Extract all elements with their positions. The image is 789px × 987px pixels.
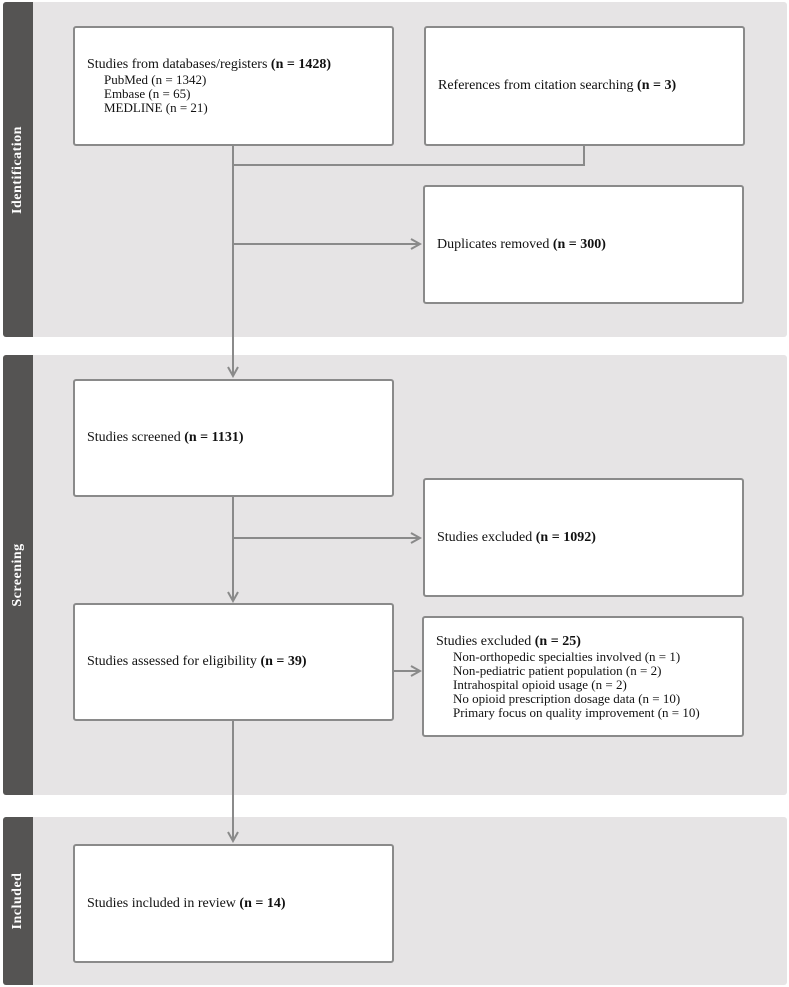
excluded-screening-count: (n = 1092) <box>535 529 596 545</box>
excluded-screening-label: Studies excluded <box>437 529 536 545</box>
databases-count: (n = 1428) <box>270 57 331 72</box>
excluded-eligibility-box <box>422 616 744 737</box>
duplicates-label: Duplicates removed <box>437 236 553 252</box>
databases-box <box>73 26 394 146</box>
screened-count: (n = 1131) <box>184 430 244 445</box>
duplicates-box <box>423 185 744 304</box>
excluded-eligibility-count: (n = 25) <box>534 633 581 649</box>
included-label-text: Studies included in review <box>87 895 240 911</box>
identification-label: Identification <box>10 125 25 214</box>
assessed-box <box>73 603 394 721</box>
source-pubmed: PubMed (n = 1342) <box>104 72 207 87</box>
duplicates-count: (n = 300) <box>552 236 606 252</box>
exclusion-reason: Primary focus on quality improvement (n = 10) <box>453 704 700 720</box>
exclusion-reason: Intrahospital opioid usage (n = 2) <box>453 676 627 692</box>
source-medline: MEDLINE (n = 21) <box>104 100 208 115</box>
exclusion-reason: Non-orthopedic specialties involved (n = 1) <box>453 648 681 664</box>
screened-label: Studies screened <box>87 430 185 445</box>
citations-label: References from citation searching <box>438 78 638 93</box>
databases-label: Studies from databases/registers <box>87 57 271 72</box>
citations-box <box>424 26 745 146</box>
screening-label: Screening <box>10 543 25 607</box>
source-embase: Embase (n = 65) <box>104 86 191 101</box>
exclusion-reason: No opioid prescription dosage data (n = 10) <box>453 690 681 706</box>
exclusion-reason: Non-pediatric patient population (n = 2) <box>453 662 662 678</box>
included-count: (n = 14) <box>239 895 286 911</box>
included-box <box>73 844 394 963</box>
screened-box <box>73 379 394 497</box>
excluded-screening-box <box>423 478 744 597</box>
citations-count: (n = 3) <box>637 78 677 93</box>
excluded-eligibility-label: Studies excluded <box>436 633 535 649</box>
connector-citations-merge <box>233 146 584 165</box>
assessed-label: Studies assessed for eligibility <box>87 654 261 669</box>
included-label: Included <box>10 872 25 930</box>
assessed-count: (n = 39) <box>260 654 307 669</box>
